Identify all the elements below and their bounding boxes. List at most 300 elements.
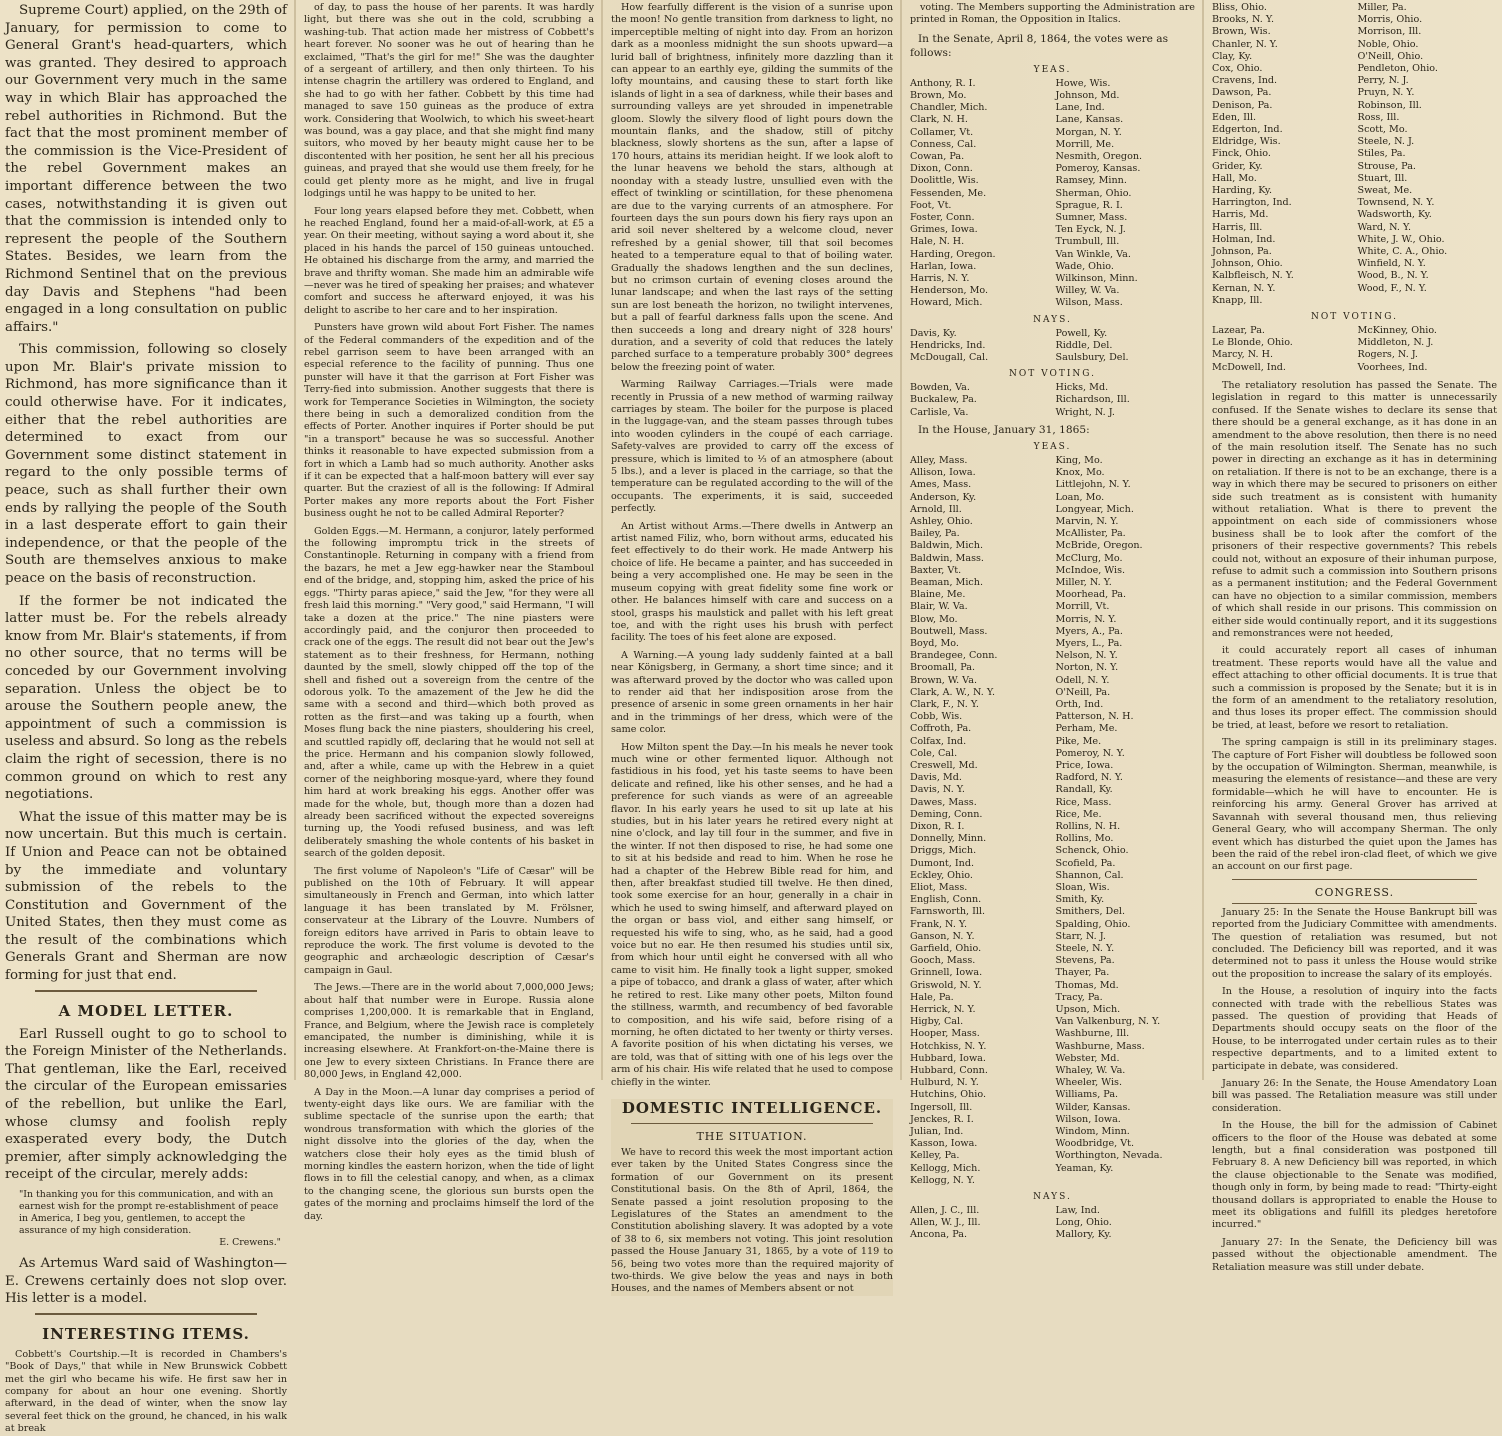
vote-name: Loan, Mo. (1055, 491, 1105, 503)
vote-name: Clark, F., N. Y. (910, 698, 979, 710)
article-paragraph: The retaliatory resolution has passed the Senate. The legislation in regard to this matter is unnecessarily confused. If the Senate wishes to declare its sense that there should be a general exchange, as it has done in an amendment to the above resolution, then there is no need of the main resolution itself. The Senate has no such power in directing an exchange as it has in determining on retaliation. If there is not to be an exchange, there is a way in which there may be secured to prisoners on either side such treatment as is consistent with humanity without retaliation. What is there to prevent the appointment on each side of commissioners whose business shall be to look after the comfort of the prisoners of their respective governments? This rebels could not, without an exposure of their inhuman purpose, refuse to admit such a commission into Southern prisons as a permanent institution; and the Federal Government can have no objection to a similar commission, members of which shall reside in our prisons. This commission on either side would continually report, and it its suggestions and remonstrances were not heeded, (1212, 379, 1497, 640)
vote-name: Doolittle, Wis. (910, 175, 979, 187)
article-paragraph: An Artist without Arms.—There dwells in Antwerp an artist named Filiz, who, born without arms, educated his feet effectively to do their work. He made Antwerp his choice of life. He became a painter, and has succeeded in being a very accomplished one. He may be seen in the museum copying with great fidelity some fine work or other. He balances himself with care and success on a stool, grasps his maulstick and pallet with his left great toe, and with the right uses his brush with perfect facility. The toes of his feet alone are exposed. (611, 520, 893, 644)
vote-name: Rogers, N. J. (1357, 349, 1418, 361)
vote-name: Perry, N. J. (1357, 75, 1409, 87)
vote-name: Cowan, Pa. (910, 151, 965, 163)
vote-name: Saulsbury, Del. (1055, 352, 1129, 364)
vote-name: Morgan, N. Y. (1055, 126, 1122, 138)
vote-name: Nelson, N. Y. (1055, 650, 1118, 662)
vote-name: Hooper, Mass. (910, 1028, 980, 1040)
vote-name: Wheeler, Wis. (1055, 1077, 1123, 1089)
vote-name: Rice, Me. (1055, 808, 1102, 820)
vote-name: Washburne, Ill. (1055, 1028, 1130, 1040)
vote-name: Moorhead, Pa. (1055, 589, 1127, 601)
vote-name: Rollins, N. H. (1055, 820, 1121, 832)
senate-yeas-list (910, 78, 1195, 310)
vote-name: Harding, Oregon. (910, 248, 996, 260)
vote-name: McKinney, Ohio. (1357, 325, 1437, 337)
vote-name: Johnson, Md. (1055, 90, 1120, 102)
vote-name: Hulburd, N. Y. (910, 1077, 979, 1089)
vote-name: Sherman, Ohio. (1055, 187, 1132, 199)
vote-name: Marcy, N. H. (1212, 349, 1274, 361)
vote-name: Smithers, Del. (1055, 906, 1126, 918)
vote-name: Scofield, Pa. (1055, 857, 1116, 869)
vote-name: Wadsworth, Ky. (1357, 209, 1432, 221)
vote-name: Arnold, Ill. (910, 503, 962, 515)
vote-name: Eckley, Ohio. (910, 869, 973, 881)
vote-name: Van Winkle, Va. (1055, 248, 1131, 260)
vote-name: Morrill, Vt. (1055, 601, 1110, 613)
column-4 (905, 0, 1200, 1241)
vote-name: Littlejohn, N. Y. (1055, 479, 1131, 491)
situation-paragraph: We have to record this week the most important action ever taken by the United States Congress since the formation of our Government on its present Constitutional basis. On the 8th of April, 1864, the Senate passed a joint resolution proposing to the Legislatures of the States an amendment to the Constitution abolishing slavery. It was adopted by a vote of 38 to 6, six members not voting. This joint resolution passed the House January 31, 1865, by a vote of 119 to 56, being two votes more than the required majority of two-thirds. We give below the yeas and nays in both Houses, and the names of Members absent or not (611, 1146, 893, 1295)
nays-label: NAYS. (1033, 314, 1072, 325)
vote-name: Howe, Wis. (1055, 77, 1111, 89)
vote-name: Stuart, Ill. (1357, 172, 1408, 184)
section-divider (1232, 903, 1477, 904)
section-divider (35, 1313, 257, 1315)
congress-entry: January 25: In the Senate the House Bankrupt bill was reported from the Judiciary Committee with amendments. The question of retaliation was resumed, but not concluded. The Deficiency bill was reported, and it was determined not to pass it unless the House would strike out the proposition to increase the salary of its employés. (1212, 906, 1497, 980)
vote-name: Ross, Ill. (1357, 111, 1400, 123)
vote-name: Odell, N. Y. (1055, 674, 1110, 686)
vote-name: Winfield, N. Y. (1357, 258, 1426, 270)
vote-name: Davis, Md. (910, 772, 962, 784)
vote-name: Kalbfleisch, N. Y. (1212, 270, 1294, 282)
vote-name: Jenckes, R. I. (910, 1113, 974, 1125)
vote-name: Radford, N. Y. (1055, 772, 1123, 784)
vote-name: Riddle, Del. (1055, 339, 1113, 351)
vote-name: Garfield, Ohio. (910, 943, 982, 955)
section-divider (35, 990, 257, 992)
vote-name: Collamer, Vt. (910, 126, 974, 138)
name-list (1056, 455, 1196, 1187)
senate-nays-list (910, 328, 1195, 365)
vote-name: Kernan, N. Y. (1212, 282, 1276, 294)
vote-name: Knox, Mo. (1055, 467, 1105, 479)
name-list (910, 78, 1050, 310)
vote-name: Strouse, Pa. (1357, 160, 1416, 172)
vote-name: Harlan, Iowa. (910, 260, 977, 272)
vote-name: Schenck, Ohio. (1055, 845, 1129, 857)
vote-name: Morris, Ohio. (1357, 14, 1423, 26)
vote-name: Hutchins, Ohio. (910, 1089, 986, 1101)
vote-name: McDougall, Cal. (910, 352, 989, 364)
senate-not-voting-list (910, 382, 1195, 419)
vote-name: Noble, Ohio. (1357, 38, 1419, 50)
vote-name: Morrill, Me. (1055, 138, 1115, 150)
vote-name: Foot, Vt. (910, 199, 952, 211)
vote-name: Ancona, Pa. (910, 1229, 968, 1241)
vote-name: Miller, N. Y. (1055, 576, 1112, 588)
vote-name: Long, Ohio. (1055, 1217, 1112, 1229)
vote-name: Sloan, Wis. (1055, 882, 1110, 893)
vote-name: Robinson, Ill. (1357, 99, 1422, 111)
vote-name: Davis, N. Y. (910, 784, 965, 796)
vote-name: Powell, Ky. (1055, 327, 1108, 339)
article-paragraph: A Day in the Moon.—A lunar day comprises a period of twenty-eight days like ours. We are familiar with the sublime spectacle of the sunrise upon the earth; that wondrous transformation with which the glories of the night dissolve into the glories of the day, when the watchers close their holy eyes as the timid blush of morning kindles the eastern horizon, when the tide of light flows in to fill the celestial canopy, and when, as a climax to the changing scene, the glorious sun bursts open the gates of the morning and proclaims himself the lord of the day. (304, 1086, 594, 1222)
vote-name: Wright, N. J. (1055, 406, 1115, 418)
situation-subheading: THE SITUATION. (696, 1129, 808, 1143)
vote-name: Boyd, Mo. (910, 637, 959, 649)
vote-name: Webster, Md. (1055, 1052, 1120, 1064)
congress-entry: In the House, a resolution of inquiry into the facts connected with trade with the rebellious States was passed. The question of providing that Heads of Departments should occupy seats on the floor of the House, to be interrogated under certain rules as to their respective departments, and to a limited extent to participate in debate, was considered. (1212, 986, 1497, 1072)
vote-name: Higby, Cal. (910, 1016, 964, 1028)
name-list (1358, 325, 1498, 374)
vote-name: Shannon, Cal. (1055, 869, 1124, 881)
vote-name: Wood, B., N. Y. (1357, 270, 1429, 282)
vote-name: Coffroth, Pa. (910, 723, 972, 735)
vote-name: Brown, W. Va. (910, 674, 977, 686)
column-3 (606, 0, 898, 1295)
vote-name: Price, Iowa. (1055, 759, 1114, 771)
vote-name: Upson, Mich. (1055, 1004, 1121, 1016)
congress-entry: In the House, the bill for the admission of Cabinet officers to the floor of the House was debated at some length, but a final consideration was postponed till February 8. A new Deficiency bill was reported, in which the clause objectionable to the Senate was modified, though only in form, by being made to read: "Thirty-eight thousand dollars is appropriated to enable the House to meet its obligations and fulfill its pledges heretofore incurred." (1212, 1120, 1497, 1231)
vote-name: Grinnell, Iowa. (910, 967, 983, 979)
vote-name: Morrison, Ill. (1357, 26, 1422, 38)
vote-name: Farnsworth, Ill. (910, 906, 986, 918)
vote-name: Tracy, Pa. (1055, 991, 1103, 1003)
vote-name: Finck, Ohio. (1212, 148, 1271, 160)
house-not-voting-list (1212, 325, 1497, 374)
column-rule (900, 0, 902, 1080)
vote-name: Brooks, N. Y. (1212, 14, 1275, 26)
vote-name: Johnson, Pa. (1212, 246, 1272, 258)
column-1 (0, 0, 292, 1435)
article-paragraph: Warming Railway Carriages.—Trials were made recently in Prussia of a new method of warming railway carriages by steam. The boiler for the purpose is placed in the luggage-van, and the steam passes through tubes into wooden cylinders in the coupé of each carriage. Safety-valves are provided to carry off the excess of pressure, which is limited to ⅓ of an atmosphere (about 5 lbs.), and a lever is placed in the carriage, so that the temperature can be regulated according to the will of the occupants. The experiments, it is said, succeeded perfectly. (611, 379, 893, 515)
vote-name: Norton, N. Y. (1055, 662, 1119, 674)
column-2 (299, 0, 599, 1222)
vote-name: Driggs, Mich. (910, 845, 977, 857)
column-rule (1202, 0, 1204, 1080)
vote-name: Colfax, Ind. (910, 735, 967, 747)
quote-text: "In thanking you for this communication, and with an earnest wish for the prompt re-establishment of peace in America, I beg you, gentlemen, to accept the assurance of my high consideration. (19, 1189, 279, 1236)
vote-name: Frank, N. Y. (910, 918, 968, 930)
vote-name: Chanler, N. Y. (1212, 38, 1278, 50)
section-divider (631, 1123, 873, 1124)
vote-name: Donnelly, Minn. (910, 833, 987, 845)
vote-name: Thayer, Pa. (1055, 967, 1110, 979)
article-paragraph: Supreme Court) applied, on the 29th of January, for permission to come to General Grant's head-quarters, which was granted. They desired to approach our Government very much in the same way in which Blair has approached the rebel authorities in Richmond. But the fact that the most prominent member of the commission is the Vice-President of the rebel Government makes an important difference between the two cases, notwithstanding it is given out that the commission is intended only to represent the people of the Southern States. Besides, we learn from the Richmond Sentinel that on the previous day Davis and Stephens "had been engaged in a long consultation on public affairs." (5, 3, 287, 335)
not-voting-label: NOT VOTING. (1311, 312, 1398, 323)
vote-name: Broomall, Pa. (910, 662, 976, 674)
vote-name: Patterson, N. H. (1055, 711, 1134, 723)
article-paragraph: The first volume of Napoleon's "Life of Cæsar" will be published on the 10th of February. It will appear simultaneously in French and German, into which latter language it has been translated by M. Frölsner, conservateur at the Library of the Louvre. Numbers of foreign editors have arrived in Paris to obtain leave to reproduce the work. The first volume is devoted to the geographic and archæologic description of Cæsar's campaign in Gaul. (304, 865, 594, 976)
name-list (1056, 1205, 1196, 1242)
vote-name: Kellogg, Mich. (910, 1162, 981, 1174)
vote-name: Townsend, N. Y. (1357, 197, 1435, 209)
column-5 (1207, 0, 1502, 1273)
vote-name: Boutwell, Mass. (910, 625, 988, 637)
vote-name: Deming, Conn. (910, 808, 983, 820)
vote-name: Ten Eyck, N. J. (1055, 224, 1126, 236)
vote-name: Stiles, Pa. (1357, 148, 1406, 160)
vote-name: Allen, W. J., Ill. (910, 1217, 981, 1229)
vote-name: Dumont, Ind. (910, 857, 975, 869)
vote-name: Mallory, Ky. (1055, 1229, 1112, 1241)
vote-name: Cox, Ohio. (1212, 63, 1263, 75)
vote-name: Lane, Ind. (1055, 102, 1105, 114)
vote-name: Spalding, Ohio. (1055, 918, 1131, 930)
article-paragraph: If the former be not indicated the latter must be. For the rebels already know from Mr. Blair's statements, if from no other source, that no terms will be conceded by our Government involving separation. Unless the object be to arouse the Southern people anew, the appointment of such a commission is useless and absurd. So long as the rebels claim the right of secession, there is no common ground on which to rest any negotiations. (5, 593, 287, 803)
vote-name: White, J. W., Ohio. (1357, 233, 1445, 245)
vote-name: King, Mo. (1055, 454, 1103, 466)
vote-name: Johnson, Ohio. (1212, 258, 1283, 270)
quote-signature: E. Crewens." (219, 1237, 281, 1248)
article-paragraph: How fearfully different is the vision of a sunrise upon the moon! No gentle transition from darkness to light, no imperceptible melting of night into day. From an horizon dark as a moonless midnight the sun shoots upward—a lurid ball of brightness, infinitely more dazzling than it can appear to an earthly eye, gilding the summits of the lofty mountains, and causing these to start forth like islands of light in a sea of darkness, while their bases and surrounding valleys are yet shrouded in impenetrable gloom. Slowly the silvery flood of light pours down the mountain flanks, and the shadow, still of pitchy blackness, slowly shortens as the sun, after a lapse of 170 hours, attains its meridian height. If we look aloft to the lunar heavens we behold the stars, although at noonday with a steady lustre, unsullied even with the effect of twinkling or scintillation, for these phenomena are due to the varying currents of an atmosphere. For fourteen days the sun pours down his fiery rays upon an arid soil never sheltered by a welcome cloud, never refreshed by a genial shower, till that soil becomes heated to a temperature equal to that of boiling water. Gradually the shadows lengthen and the sun declines, but no crimson curtain of evening closes around the lunar landscape; and when the last rays of the setting sun are lost beneath the horizon, no twilight intervenes, but a pall of fearful darkness falls upon the scene. And then succeeds a long and dreary night of 328 hours' duration, and a severity of cold that reduces the lately parched surface to a temperature probably 300° degrees below the freezing point of water. (611, 2, 893, 373)
congress-heading: CONGRESS. (1314, 885, 1395, 899)
article-paragraph: it could accurately report all cases of inhuman treatment. These reports would have all the value and effect attaching to other official documents. It is true that such a commission is proposed by the Senate; but it is in the form of an amendment to the retaliatory resolution, and thus loses its proper effect. The commission should be tried, at least, before we resort to retaliation. (1212, 645, 1497, 731)
vote-name: Brandegee, Conn. (910, 650, 998, 662)
column-rule (601, 0, 603, 1080)
vote-name: Baxter, Vt. (910, 564, 962, 576)
vote-name: Lane, Kansas. (1055, 114, 1124, 126)
vote-name: Cole, Cal. (910, 747, 958, 759)
vote-name: McIndoe, Wis. (1055, 564, 1126, 576)
vote-name: Trumbull, Ill. (1055, 236, 1120, 248)
article-paragraph: Four long years elapsed before they met. Cobbett, when he reached England, found her a maid-of-all-work, at £5 a year. On their meeting, without saying a word about it, she placed in his hands the parcel of 150 guineas untouched. He obtained his discharge from the army, and married the brave and thrifty woman. She made him an admirable wife—never was he tired of speaking her praises; and whatever comfort and success he afterward enjoyed, it was his delight to ascribe to her care and to her inspiration. (304, 205, 594, 316)
vote-name: Wilkinson, Minn. (1055, 273, 1138, 285)
name-list (1056, 328, 1196, 365)
vote-name: Richardson, Ill. (1055, 394, 1130, 406)
model-letter-closing: As Artemus Ward said of Washington—E. Crewens certainly does not slop over. His letter is a model. (5, 1256, 287, 1307)
vote-name: Hotchkiss, N. Y. (910, 1040, 987, 1052)
domestic-intelligence-section (611, 1099, 893, 1296)
not-voting-label: NOT VOTING. (1009, 369, 1096, 380)
article-paragraph: The Jews.—There are in the world about 7,000,000 Jews; about half that number were in Europe. Russia alone comprises 1,200,000. It is remarkable that in England, France, and Belgium, where the Jewish race is completely emancipated, the number is diminishing, while it is increasing elsewhere. At Frankfort-on-the-Maine there is one Jew to every sixteen Christians. In France there are 80,000 Jews, in England 42,000. (304, 982, 594, 1081)
name-list (910, 382, 1050, 419)
vote-name: Fessenden, Me. (910, 187, 987, 199)
vote-name: Washburne, Mass. (1055, 1040, 1145, 1052)
vote-name: Hicks, Md. (1055, 382, 1109, 394)
vote-name: Miller, Pa. (1357, 2, 1407, 13)
vote-name: Blair, W. Va. (910, 601, 968, 613)
vote-name: Dawes, Mass. (910, 796, 977, 808)
vote-name: Randall, Ky. (1055, 784, 1113, 796)
vote-name: Willey, W. Va. (1055, 285, 1120, 297)
vote-name: Hall, Mo. (1212, 172, 1257, 184)
vote-name: White, C. A., Ohio. (1357, 246, 1448, 258)
vote-name: Scott, Mo. (1357, 124, 1408, 136)
vote-name: Denison, Pa. (1212, 99, 1273, 111)
section-divider (1232, 879, 1477, 880)
vote-name: Holman, Ind. (1212, 233, 1276, 245)
vote-name: Pruyn, N. Y. (1357, 87, 1415, 99)
vote-name: Baldwin, Mich. (910, 540, 984, 552)
vote-name: Van Valkenburg, N. Y. (1055, 1016, 1161, 1028)
vote-name: Steele, N. J. (1357, 136, 1415, 148)
article-paragraph: What the issue of this matter may be is now uncertain. But this much is certain. If Union and Peace can not be obtained by the immediate and voluntary submission of the rebels to the Constitution and Government of the United States, then they must come as the result of the combinations which Generals Grant and Sherman are now forming for just that end. (5, 809, 287, 984)
vote-name: Allison, Iowa. (910, 467, 976, 479)
vote-name: Kelley, Pa. (910, 1150, 960, 1162)
vote-name: Creswell, Md. (910, 759, 978, 771)
yeas-label: YEAS. (1033, 64, 1072, 75)
vote-name: Knapp, Ill. (1212, 294, 1263, 306)
name-list (1212, 2, 1352, 307)
vote-name: Worthington, Nevada. (1055, 1150, 1163, 1162)
vote-name: Yeaman, Ky. (1055, 1162, 1114, 1174)
vote-name: Bliss, Ohio. (1212, 2, 1267, 13)
vote-name: Beaman, Mich. (910, 576, 984, 588)
vote-name: Edgerton, Ind. (1212, 124, 1283, 136)
name-list (1358, 2, 1498, 307)
vote-name: Sprague, R. I. (1055, 199, 1123, 211)
vote-name: Rollins, Mo. (1055, 833, 1114, 845)
article-paragraph: Golden Eggs.—M. Hermann, a conjuror, lately performed the following impromptu trick in the streets of Constantinople. Returning in company with a friend from the bazars, he met a Jew egg-hawker near the Stamboul end of the bridge, and, stopping him, asked the price of his eggs. "Thirty paras apiece," said the Jew, "for they were all fresh laid this morning." "Very good," said Hermann, "I will take a dozen at the price." The nine piasters were accordingly paid, and the conjuror then proceeded to crack one of the eggs. The result did not bear out the Jew's statement as to their freshness, for Hermann, nothing daunted by the smell, slowly chipped off the top of the shell and fished out a sovereign from the centre of the odorous yolk. To the amazement of the Jew he did the same with a second and third—which both proved as rotten as the first—and was taking up a fourth, when Moses flung back the nine piasters, shouldering his creel, and scuttled rapidly off, declaring that he would not sell at the price. Hermann and his companion slowly followed, and, after a while, came up with the Hebrew in a quiet corner of the neighboring mosque-yard, where they found him hard at work breaking his eggs. Another offer was made for the whole, but, though more than a dozen had already been sacrificed without the expected sovereigns turning up, the Yoodi refused business, and was left deliberately smashing the whole contents of his basket in search of the golden deposit. (304, 525, 594, 860)
vote-name: Dixon, Conn. (910, 163, 973, 175)
vote-name: Morris, N. Y. (1055, 613, 1117, 625)
vote-name: Nesmith, Oregon. (1055, 151, 1143, 163)
column-rule (294, 0, 296, 1080)
vote-name: McBride, Oregon. (1055, 540, 1143, 552)
vote-name: Pomeroy, Kansas. (1055, 163, 1141, 175)
vote-name: Howard, Mich. (910, 297, 983, 309)
yeas-label: YEAS. (1033, 441, 1072, 452)
vote-name: Thomas, Md. (1055, 979, 1119, 991)
vote-name: Bowden, Va. (910, 382, 970, 394)
vote-name: Brown, Mo. (910, 90, 967, 102)
vote-name: Dixon, R. I. (910, 820, 965, 832)
vote-name: Hale, N. H. (910, 236, 965, 248)
vote-name: Hubbard, Iowa. (910, 1052, 986, 1064)
vote-name: Buckalew, Pa. (910, 394, 977, 406)
vote-name: Foster, Conn. (910, 212, 975, 224)
vote-name: Ames, Mass. (910, 479, 972, 491)
vote-name: Grimes, Iowa. (910, 224, 978, 236)
vote-name: Pike, Me. (1055, 735, 1102, 747)
nays-label: NAYS. (1033, 1192, 1072, 1203)
vote-name: Harris, N. Y. (910, 273, 970, 285)
model-letter-quote (19, 1189, 281, 1249)
vote-name: Williams, Pa. (1055, 1089, 1119, 1101)
vote-name: Gooch, Mass. (910, 955, 976, 967)
vote-name: Baldwin, Mass. (910, 552, 984, 564)
model-letter-heading: A MODEL LETTER. (58, 1001, 234, 1020)
vote-name: Harris, Ill. (1212, 221, 1263, 233)
vote-name: Griswold, N. Y. (910, 979, 982, 991)
vote-name: Anderson, Ky. (910, 491, 977, 503)
vote-name: Clark, A. W., N. Y. (910, 686, 996, 698)
vote-name: Eliot, Mass. (910, 882, 968, 893)
vote-name: Starr, N. J. (1055, 930, 1106, 942)
vote-name: Perham, Me. (1055, 723, 1118, 735)
vote-name: Ward, N. Y. (1357, 221, 1412, 233)
vote-name: Ramsey, Minn. (1055, 175, 1127, 187)
vote-name: Cobb, Wis. (910, 711, 963, 723)
vote-name: Julian, Ind. (910, 1126, 964, 1138)
vote-name: Clark, N. H. (910, 114, 968, 126)
vote-name: Chandler, Mich. (910, 102, 988, 114)
vote-name: Henderson, Mo. (910, 285, 989, 297)
vote-name: Anthony, R. I. (910, 77, 976, 89)
vote-name: Carlisle, Va. (910, 406, 969, 418)
vote-name: Harrington, Ind. (1212, 197, 1292, 209)
house-nays-list-continued (1212, 2, 1497, 307)
vote-name: Wood, F., N. Y. (1357, 282, 1427, 294)
name-list (1212, 325, 1352, 374)
congress-entry: January 26: In the Senate, the House Amendatory Loan bill was passed. The Retaliation measure was still under consideration. (1212, 1078, 1497, 1114)
vote-name: Wade, Ohio. (1055, 260, 1114, 272)
vote-name: Hubbard, Conn. (910, 1065, 988, 1077)
name-list (1056, 78, 1196, 310)
article-paragraph: This commission, following so closely upon Mr. Blair's private mission to Richmond, has more significance than it could otherwise have. For it indicates, either that the rebel authorities are determined to exact from our Government some distinct statement in regard to the only possible terms of peace, such as shall further their own ends by rallying the people of the South in a last desperate effort to gain their independence, or that the people of the South are themselves anxious to make peace on the basis of reconstruction. (5, 342, 287, 586)
house-yeas-list (910, 455, 1195, 1187)
vote-name: Law, Ind. (1055, 1205, 1100, 1217)
name-list (910, 1205, 1050, 1242)
vote-name: Voorhees, Ind. (1357, 361, 1428, 373)
article-paragraph: The spring campaign is still in its preliminary stages. The capture of Fort Fisher will doubtless be followed soon by the occupation of Wilmington. Sherman, meanwhile, is measuring the elements of resistance—and these are very formidable—which he will have to encounter. He is reinforcing his army. General Grover has arrived at Savannah with several thousand men, thus relieving General Geary, who will accompany Sherman. The only event which has disturbed the quiet upon the James has been the raid of the rebel iron-clad fleet, of which we give an account on our first page. (1212, 737, 1497, 873)
vote-name: Wilder, Kansas. (1055, 1101, 1131, 1113)
vote-name: Steele, N. Y. (1055, 943, 1115, 955)
vote-name: Brown, Wis. (1212, 26, 1271, 38)
vote-name: McClurg, Mo. (1055, 552, 1123, 564)
vote-name: Davis, Ky. (910, 327, 957, 339)
senate-vote-heading: In the Senate, April 8, 1864, the votes were as follows: (910, 32, 1169, 59)
vote-name: Sumner, Mass. (1055, 212, 1128, 224)
vote-name: Kasson, Iowa. (910, 1138, 978, 1150)
vote-name: Ingersoll, Ill. (910, 1101, 973, 1113)
vote-name: Wilson, Iowa. (1055, 1113, 1121, 1125)
vote-name: Sweat, Me. (1357, 185, 1413, 197)
vote-name: Cravens, Ind. (1212, 75, 1278, 87)
vote-name: McAllister, Pa. (1055, 528, 1126, 540)
vote-name: English, Conn. (910, 894, 982, 906)
vote-name: Dawson, Pa. (1212, 87, 1272, 99)
vote-name: Grider, Ky. (1212, 160, 1263, 172)
vote-name: Hendricks, Ind. (910, 339, 986, 351)
vote-name: Ganson, N. Y. (910, 930, 975, 942)
vote-name: Hale, Pa. (910, 991, 954, 1003)
vote-name: Eldridge, Wis. (1212, 136, 1281, 148)
vote-name: Kellogg, N. Y. (910, 1174, 975, 1186)
vote-name: Pomeroy, N. Y. (1055, 747, 1125, 759)
vote-name: Allen, J. C., Ill. (910, 1205, 980, 1217)
vote-name: Pendleton, Ohio. (1357, 63, 1438, 75)
vote-name: Harris, Md. (1212, 209, 1269, 221)
vote-name: Stevens, Pa. (1055, 955, 1115, 967)
vote-name: Ashley, Ohio. (910, 515, 973, 527)
house-nays-list (910, 1205, 1195, 1242)
vote-name: Le Blonde, Ohio. (1212, 337, 1293, 349)
vote-name: McDowell, Ind. (1212, 361, 1286, 373)
vote-name: Rice, Mass. (1055, 796, 1112, 808)
vote-name: Herrick, N. Y. (910, 1004, 976, 1016)
interesting-item-paragraph: Cobbett's Courtship.—It is recorded in Chambers's "Book of Days," that while in New Brunswick Cobbett met the girl who became his wife. He first saw her in company for about an hour one evening. Shortly afterward, in the dead of winter, when the snow lay several feet thick on the ground, he chanced, in his walk at break (5, 1348, 287, 1435)
name-list (910, 328, 1050, 365)
congress-entry: January 27: In the Senate, the Deficiency bill was passed without the objectionable amendment. The Retaliation measure was still under debate. (1212, 1236, 1497, 1273)
interesting-items-heading: INTERESTING ITEMS. (42, 1324, 250, 1343)
vote-name: Wilson, Mass. (1055, 297, 1123, 309)
vote-name: Orth, Ind. (1055, 698, 1104, 710)
article-paragraph: of day, to pass the house of her parents. It was hardly light, but there was she out in the cold, scrubbing a washing-tub. That action made her mistress of Cobbett's heart forever. No sooner was he out of hearing than he exclaimed, "That's the girl for me!" She was the daughter of a sergeant of artillery, and then only thirteen. To his intense chagrin the artillery was ordered to England, and she had to go with her father. Cobbett by this time had managed to save 150 guineas as the produce of extra work. Considering that Woolwich, to which his sweet-heart was bound, was a gay place, and that she might find many suitors, who moved by her beauty might cause her to be discontented with her position, he sent her all his precious guineas, and prayed that she would use them freely, for he could get plenty more as he might, and live in frugal lodgings until he was happy to be united to her. (304, 2, 594, 200)
vote-name: Harding, Ky. (1212, 185, 1273, 197)
name-list (1056, 382, 1196, 419)
vote-name: Longyear, Mich. (1055, 503, 1134, 515)
vote-name: Woodbridge, Vt. (1055, 1138, 1135, 1150)
vote-name: Blaine, Me. (910, 589, 966, 601)
vote-name: Conness, Cal. (910, 138, 977, 150)
article-paragraph: A Warning.—A young lady suddenly fainted at a ball near Königsberg, in Germany, a short time since; and it was afterward proved by the doctor who was called upon to render aid that her indisposition arose from the presence of arsenic in some green ornaments in her hair and in the trimmings of her dress, which were of the same color. (611, 649, 893, 736)
vote-intro: voting. The Members supporting the Administration are printed in Roman, the Opposition in Italics. (910, 2, 1195, 26)
article-paragraph: Punsters have grown wild about Fort Fisher. The names of the Federal commanders of the expedition and of the rebel garrison seem to have been arranged with an especial reference to the facility of punning. Thus one punster will have it that the garrison at Fort Fisher was Terry-fied into submission. Another suggests that there is work for Temperance Societies in Wilmington, the society there being in such a demoralized condition from the effects of Porter. Another inquires if Porter should be put "in a transport" because he was so successful. Another thinks it reasonable to have expected submission from a fort in which a Lamb had so much authority. Another asks if it can be expected that a half-moon battery will ever say quarter. But the craziest of all is the following: If Admiral Porter makes any more reports about the Fort Fisher business ought he not to be called Admiral Reporter? (304, 322, 594, 520)
house-vote-heading: In the House, January 31, 1865: (918, 423, 1090, 436)
vote-name: Eden, Ill. (1212, 111, 1257, 123)
vote-name: Whaley, W. Va. (1055, 1065, 1126, 1077)
vote-name: Myers, L., Pa. (1055, 637, 1123, 649)
vote-name: O'Neill, Pa. (1055, 686, 1111, 698)
vote-name: Middleton, N. J. (1357, 337, 1434, 349)
vote-name: Blow, Mo. (910, 613, 958, 625)
